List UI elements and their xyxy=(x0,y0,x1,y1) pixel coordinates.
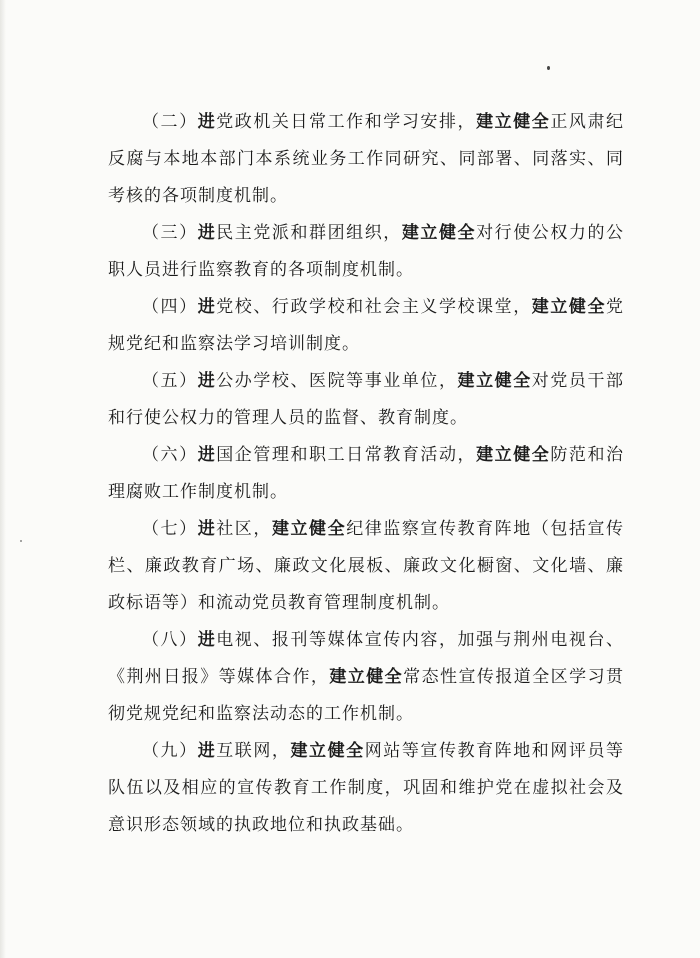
paragraph-number: （七） xyxy=(142,519,198,539)
keyword-build: 建立健全 xyxy=(531,297,607,317)
paragraph-text: 公办学校、医院等事业单位， xyxy=(216,371,458,391)
keyword-enter: 进 xyxy=(197,630,217,650)
paragraph-text: 党校、行政学校和社会主义学校课堂， xyxy=(216,297,532,317)
keyword-enter: 进 xyxy=(197,519,217,539)
paragraph-5 xyxy=(108,363,624,437)
scan-speck xyxy=(20,540,22,542)
keyword-build: 建立健全 xyxy=(457,371,532,391)
paragraph-text: 对行使公权力的公职人员进行监察教育的各项制度机制。 xyxy=(108,223,625,280)
keyword-build: 建立健全 xyxy=(271,519,347,539)
paragraph-text: 民主党派和群团组织， xyxy=(216,223,402,243)
keyword-enter: 进 xyxy=(197,112,217,132)
document-body xyxy=(108,104,624,844)
keyword-build: 建立健全 xyxy=(290,741,365,761)
paragraph-number: （五） xyxy=(142,371,198,391)
paragraph-text: 网站等宣传教育阵地和网评员等队伍以及相应的宣传教育工作制度，巩固和维护党在虚拟社会及意识形态领域的执政地位和执政基础。 xyxy=(108,741,625,835)
scan-edge-shadow xyxy=(0,0,6,958)
paragraph-number: （二） xyxy=(142,112,198,132)
keyword-build: 建立健全 xyxy=(329,667,404,687)
keyword-enter: 进 xyxy=(197,297,217,317)
paragraph-text: 常态性宣传报道全区学习贯彻党规党纪和监察法动态的工作机制。 xyxy=(108,667,625,724)
paragraph-8 xyxy=(108,622,624,733)
scan-speck xyxy=(547,66,550,70)
paragraph-text: 正风肃纪反腐与本地本部门本系统业务工作同研究、同部署、同落实、同考核的各项制度机制。 xyxy=(108,112,625,206)
keyword-build: 建立健全 xyxy=(476,445,551,465)
paragraph-number: （六） xyxy=(142,445,198,465)
paragraph-number: （三） xyxy=(142,223,198,243)
paragraph-number: （八） xyxy=(142,630,198,650)
paragraph-text: 纪律监察宣传教育阵地（包括宣传栏、廉政教育广场、廉政文化展板、廉政文化橱窗、文化墙、廉政标语等）和流动党员教育管理制度机制。 xyxy=(108,519,625,613)
paragraph-number: （九） xyxy=(142,741,198,761)
keyword-enter: 进 xyxy=(197,741,217,761)
keyword-enter: 进 xyxy=(197,223,217,243)
paragraph-7 xyxy=(108,511,624,622)
paragraph-2 xyxy=(108,104,624,215)
paragraph-text: 互联网， xyxy=(216,741,291,761)
paragraph-text: 防范和治理腐败工作制度机制。 xyxy=(108,445,625,502)
paragraph-6 xyxy=(108,437,624,511)
keyword-build: 建立健全 xyxy=(401,223,477,243)
paragraph-3 xyxy=(108,215,624,289)
paragraph-text: 社区， xyxy=(216,519,272,539)
paragraph-text: 党政机关日常工作和学习安排， xyxy=(216,112,477,132)
paragraph-text: 对党员干部和行使公权力的管理人员的监督、教育制度。 xyxy=(108,371,625,428)
keyword-build: 建立健全 xyxy=(476,112,551,132)
paragraph-9 xyxy=(108,733,624,844)
paragraph-text: 国企管理和职工日常教育活动， xyxy=(216,445,477,465)
keyword-enter: 进 xyxy=(197,371,217,391)
paragraph-4 xyxy=(108,289,624,363)
keyword-enter: 进 xyxy=(197,445,217,465)
paragraph-text: 党规党纪和监察法学习培训制度。 xyxy=(108,297,625,354)
paragraph-text: 电视、报刊等媒体宣传内容，加强与荆州电视台、《荆州日报》等媒体合作， xyxy=(108,630,625,687)
paragraph-number: （四） xyxy=(142,297,198,317)
